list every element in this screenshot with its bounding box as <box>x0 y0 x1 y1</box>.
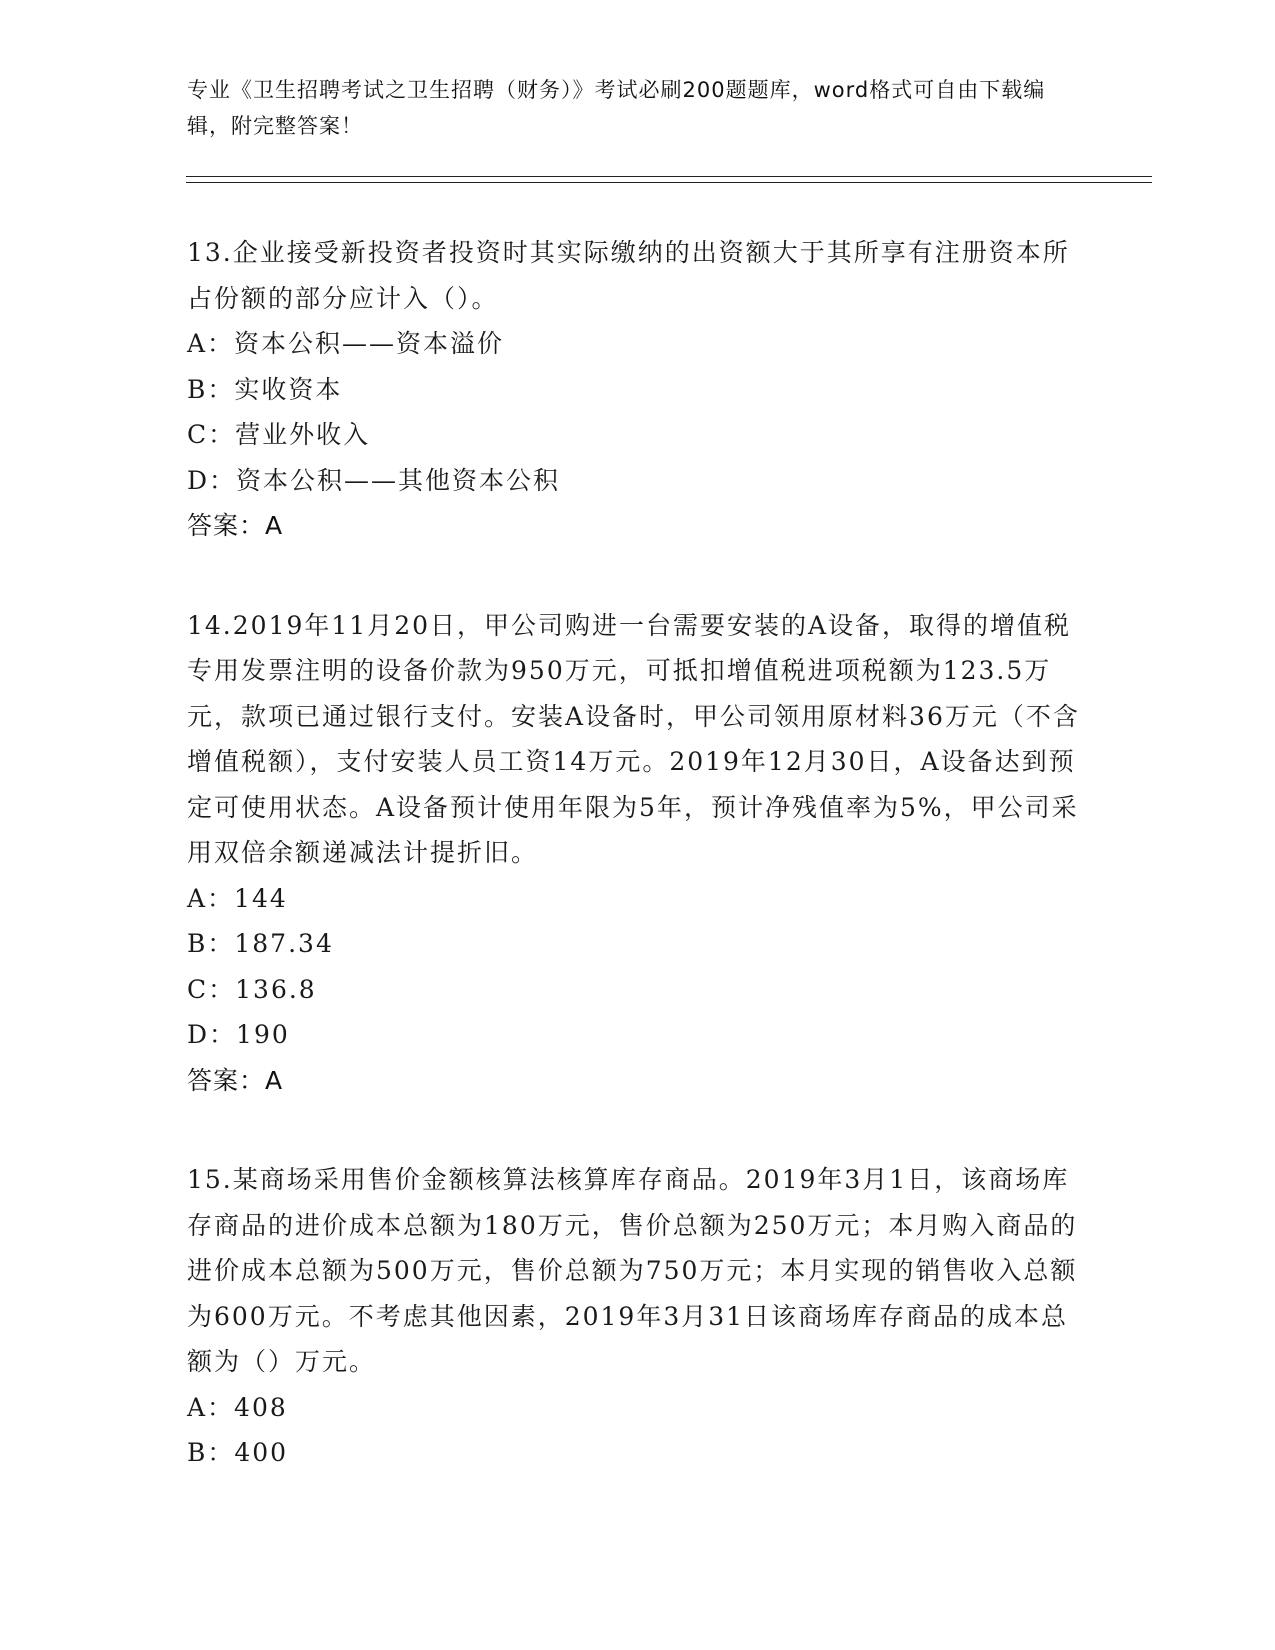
option-a: A：408 <box>187 1392 288 1422</box>
option-a: A：144 <box>187 883 288 913</box>
question-13 <box>187 230 1087 549</box>
option-b: B：实收资本 <box>187 374 343 404</box>
option-b: B：187.34 <box>187 929 334 958</box>
question-list <box>187 230 1087 1476</box>
question-stem: 15.某商场采用售价金额核算法核算库存商品。2019年3月1日，该商场库存商品的进价成本总额为180万元，售价总额为250万元；本月购入商品的进价成本总额为500万元，售价总额为750万元；本月实现的销售收入总额为600万元。不考虑其他因素，2019年3月31日该商场库存商品的成本总额为（）万元。 <box>187 1165 1078 1376</box>
option-a: A：资本公积——资本溢价 <box>187 329 505 358</box>
header-divider-bottom <box>186 182 1152 183</box>
answer-label: 答案：A <box>187 511 284 540</box>
option-b: B：400 <box>187 1438 289 1467</box>
question-14 <box>187 603 1087 1104</box>
option-d: D：资本公积——其他资本公积 <box>187 465 561 495</box>
answer-label: 答案：A <box>187 1065 284 1095</box>
document-header: 专业《卫生招聘考试之卫生招聘（财务）》考试必刷200题题库，word格式可自由下载编辑，附完整答案！ <box>187 78 1046 138</box>
header-divider-top <box>186 176 1152 177</box>
question-stem: 13.企业接受新投资者投资时其实际缴纳的出资额大于其所享有注册资本所占份额的部分应计入（）。 <box>187 238 1070 313</box>
question-15 <box>187 1157 1087 1476</box>
question-stem: 14.2019年11月20日，甲公司购进一台需要安装的A设备，取得的增值税专用发票注明的设备价款为950万元，可抵扣增值税进项税额为123.5万元，款项已通过银行支付。安装A设备时，甲公司领用原材料36万元（不含增值税额），支付安装人员工资14万元。2019年12月30日，A设备达到预定可使用状态。A设备预计使用年限为5年，预计净残值率为5%，甲公司采用双倍余额递减法计提折旧。 <box>187 610 1080 867</box>
option-d: D：190 <box>187 1020 290 1049</box>
option-c: C：营业外收入 <box>187 420 371 449</box>
option-c: C：136.8 <box>187 974 317 1004</box>
